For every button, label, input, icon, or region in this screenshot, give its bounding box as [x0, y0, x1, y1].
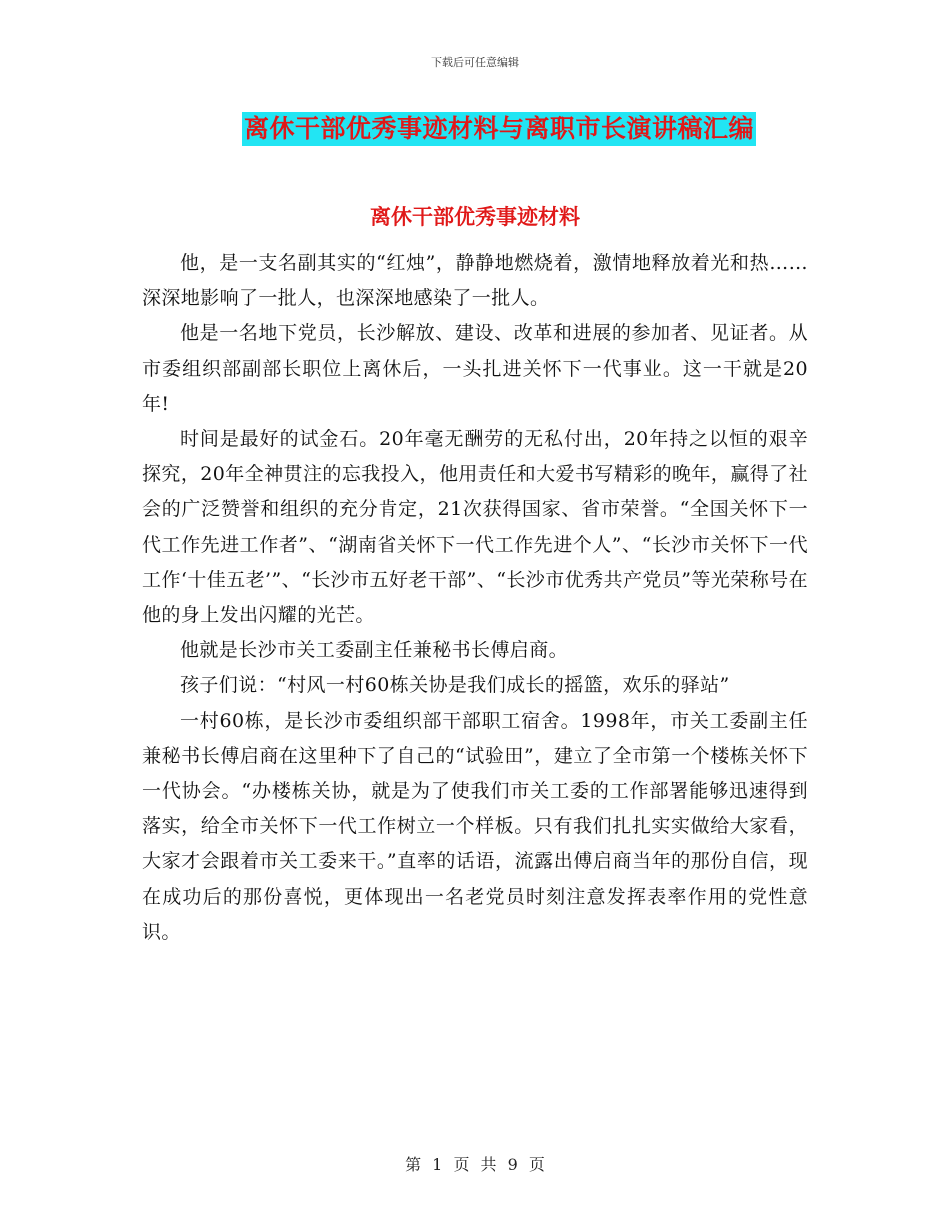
page-footer: 第 1 页 共 9 页 — [405, 1155, 545, 1174]
document-title: 离休干部优秀事迹材料与离职市长演讲稿汇编 — [242, 112, 756, 146]
header-note: 下载后可任意编辑 — [431, 56, 519, 69]
section-title: 离休干部优秀事迹材料 — [370, 205, 580, 229]
paragraph: 时间是最好的试金石。20年毫无酬劳的无私付出，20年持之以恒的艰辛探究，20年全神贯注的忘我投入，他用责任和大爱书写精彩的晚年，赢得了社会的广泛赞誉和组织的充分肯定，21次获得国家、省市荣誉。“全国关怀下一代工作先进工作者”、“湖南省关怀下一代工作先进个人”、“长沙市关怀下一代工作‘十佳五老’”、“长沙市五好老干部”、“长沙市优秀共产党员”等光荣称号在他的身上发出闪耀的光芒。 — [142, 428, 808, 627]
paragraph: 他是一名地下党员，长沙解放、建设、改革和进展的参加者、见证者。从市委组织部副部长职位上离休后，一头扎进关怀下一代事业。这一干就是20年! — [142, 322, 808, 415]
body-text — [142, 246, 808, 950]
paragraph: 他就是长沙市关工委副主任兼秘书长傅启商。 — [180, 639, 569, 662]
document-title-container — [0, 112, 950, 146]
paragraph: 他，是一支名副其实的“红烛”，静静地燃烧着，激情地释放着光和热……深深地影响了一批人，也深深地感染了一批人。 — [142, 252, 808, 310]
paragraph: 孩子们说：“村风一村60栋关协是我们成长的摇篮，欢乐的驿站” — [180, 674, 730, 697]
paragraph: 一村60栋，是长沙市委组织部干部职工宿舍。1998年，市关工委副主任兼秘书长傅启商在这里种下了自己的“试验田”，建立了全市第一个楼栋关怀下一代协会。“办楼栋关协，就是为了使我们市关工委的工作部署能够迅速得到落实，给全市关怀下一代工作树立一个样板。只有我们扎扎实实做给大家看，大家才会跟着市关工委来干。”直率的话语，流露出傅启商当年的那份自信，现在成功后的那份喜悦，更体现出一名老党员时刻注意发挥表率作用的党性意识。 — [142, 709, 808, 943]
